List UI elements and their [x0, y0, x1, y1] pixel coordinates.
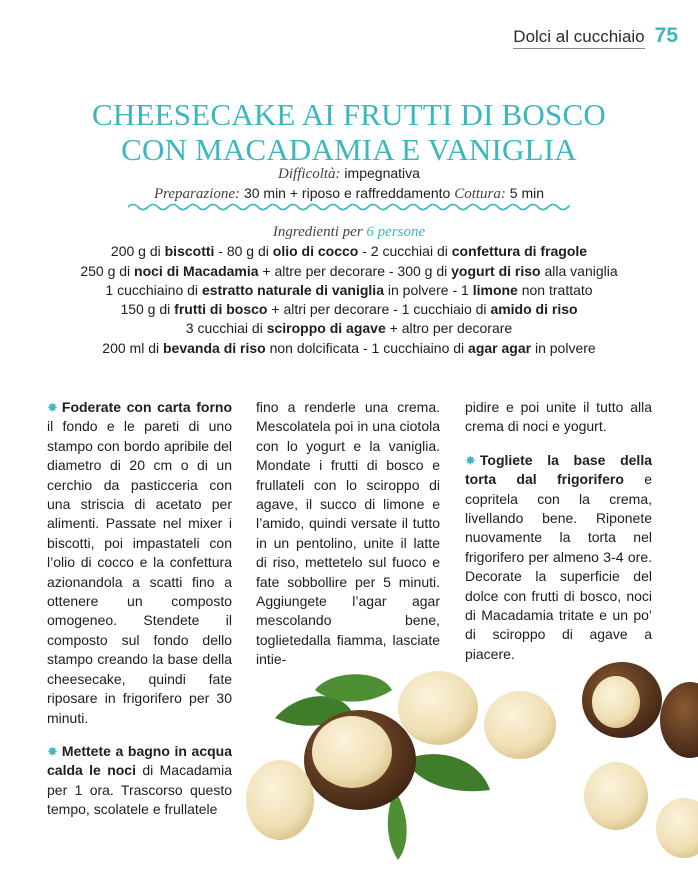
method-paragraph	[47, 398, 232, 728]
ingredient-quantity: non trattato	[517, 281, 593, 298]
step-lead: Togliete la base della torta dal frigorifero	[465, 451, 652, 488]
ingredient-quantity: + altro per decorare	[385, 320, 513, 337]
ingredient-lines	[0, 242, 698, 358]
asterisk-icon: ✸	[47, 743, 58, 759]
ingredient-name: sciroppo di agave	[266, 320, 386, 337]
ingredient-quantity: + altri per decorare - 1 cucchiaio di	[267, 301, 491, 318]
prep-label: Preparazione:	[153, 186, 241, 202]
ingredient-name: limone	[472, 281, 518, 298]
ingredient-name: agar agar	[468, 339, 532, 356]
ingredient-line	[0, 262, 698, 281]
method-column-3	[465, 398, 652, 678]
ingredient-quantity: 3 cucchiai di	[185, 320, 267, 337]
ingredient-quantity: in polvere - 1	[384, 281, 473, 298]
ingredient-line	[0, 319, 698, 338]
ingredient-quantity: - 2 cucchiai di	[358, 243, 452, 260]
ingredient-quantity: - 80 g di	[214, 243, 273, 260]
ingredients-heading-label: Ingredienti per	[272, 224, 367, 240]
ingredient-line	[0, 300, 698, 319]
recipe-title	[0, 97, 698, 167]
method-paragraph	[465, 451, 652, 664]
ingredient-name: bevanda di riso	[163, 339, 266, 356]
ingredient-quantity: 250 g di	[80, 262, 135, 279]
ingredient-quantity: non dolcificata - 1 cucchiaino di	[265, 339, 469, 356]
servings: 6 persone	[366, 224, 426, 240]
asterisk-icon: ✸	[47, 400, 58, 415]
ingredient-name: frutti di bosco	[174, 301, 268, 318]
ingredient-name: estratto naturale di vaniglia	[201, 281, 384, 298]
difficulty-value: impegnativa	[340, 165, 420, 181]
method-column-2	[256, 398, 440, 684]
method-paragraph	[465, 398, 652, 437]
times-row	[0, 184, 698, 204]
ingredient-quantity: 150 g di	[120, 301, 175, 318]
ingredient-name: olio di cocco	[272, 243, 359, 260]
ingredient-quantity: + altre per decorare - 300 g di	[258, 262, 452, 279]
step-text: il fondo e le pareti di uno stampo con bordo apribile del diametro di 20 cm o di un cerchio da pasticceria con una striscia di acetato per alimenti. Passate nel mixer i biscotti, poi impastateli con l’olio di cocco e la confettura azionandola a scatti fino a ottenere un composto omogeneo. Stendete il composto sul fondo dello stampo creando la base della cheesecake, quindi fate riposare in frigorifero per 30 minuti.	[47, 418, 232, 726]
ingredient-quantity: alla vaniglia	[540, 262, 618, 279]
ingredient-line	[0, 281, 698, 300]
ingredient-name: biscotti	[164, 243, 215, 260]
ingredient-name: confettura di fragole	[451, 243, 588, 260]
step-text: e copritela con la crema, livellando bene. Riponete nuovamente la torta nel frigorifero per almeno 3-4 ore. Decorate la superficie del dolce con frutti di bosco, noci di Macadamia tritate e un po’ di sciroppo di agave a piacere.	[465, 471, 652, 662]
ingredient-quantity: 1 cucchiaino di	[105, 281, 202, 298]
wave-divider	[128, 202, 570, 212]
ingredient-quantity: 200 g di	[110, 243, 165, 260]
ingredient-name: amido di riso	[490, 301, 578, 318]
recipe-title-line-1: CHEESECAKE AI FRUTTI DI BOSCO	[92, 96, 606, 132]
cook-label: Cottura:	[454, 186, 506, 202]
step-lead: Foderate con carta forno	[61, 399, 232, 415]
page-header	[513, 24, 678, 49]
ingredients-block	[0, 222, 698, 358]
difficulty-row	[0, 164, 698, 184]
section-name: Dolci al cucchiaio	[513, 27, 644, 49]
step-text: di Macadamia per 1 ora. Trascorso questo tempo, scolatele e frullatele	[47, 762, 232, 818]
ingredient-line	[0, 339, 698, 358]
recipe-title-line-2: CON MACADAMIA E VANIGLIA	[121, 131, 577, 167]
cook-value: 5 min	[505, 185, 545, 201]
ingredient-name: noci di Macadamia	[134, 262, 259, 279]
step-lead: Mettete a bagno in acqua calda le noci	[47, 742, 232, 779]
method-paragraph	[47, 742, 232, 820]
recipe-meta	[0, 164, 698, 204]
step-text: pidire e poi unite il tutto alla crema di noci e yogurt.	[465, 399, 652, 435]
method-column-1	[47, 398, 232, 834]
ingredient-line	[0, 242, 698, 261]
page-number: 75	[654, 24, 678, 47]
method-paragraph: fino a renderle una crema. Mescolatela poi in una ciotola con lo yogurt e la vaniglia. Mondate i frutti di bosco e frullateli con lo sciroppo di agave, il succo di limone e l’amido, quindi versate il tutto in un pentolino, unite il latte di riso, mettetelo sul fuoco e fate sobbollire per 5 minuti. Aggiungete l’agar agar mescolando bene, toglietedalla fiamma, lasciate intie-	[256, 399, 440, 668]
ingredient-quantity: in polvere	[531, 339, 596, 356]
asterisk-icon: ✸	[465, 452, 476, 468]
ingredients-heading	[0, 222, 698, 242]
ingredient-name: yogurt di riso	[451, 262, 541, 279]
difficulty-label: Difficoltà:	[278, 166, 341, 182]
ingredient-quantity: 200 ml di	[102, 339, 163, 356]
prep-value: 30 min + riposo e raffreddamento	[240, 185, 455, 201]
